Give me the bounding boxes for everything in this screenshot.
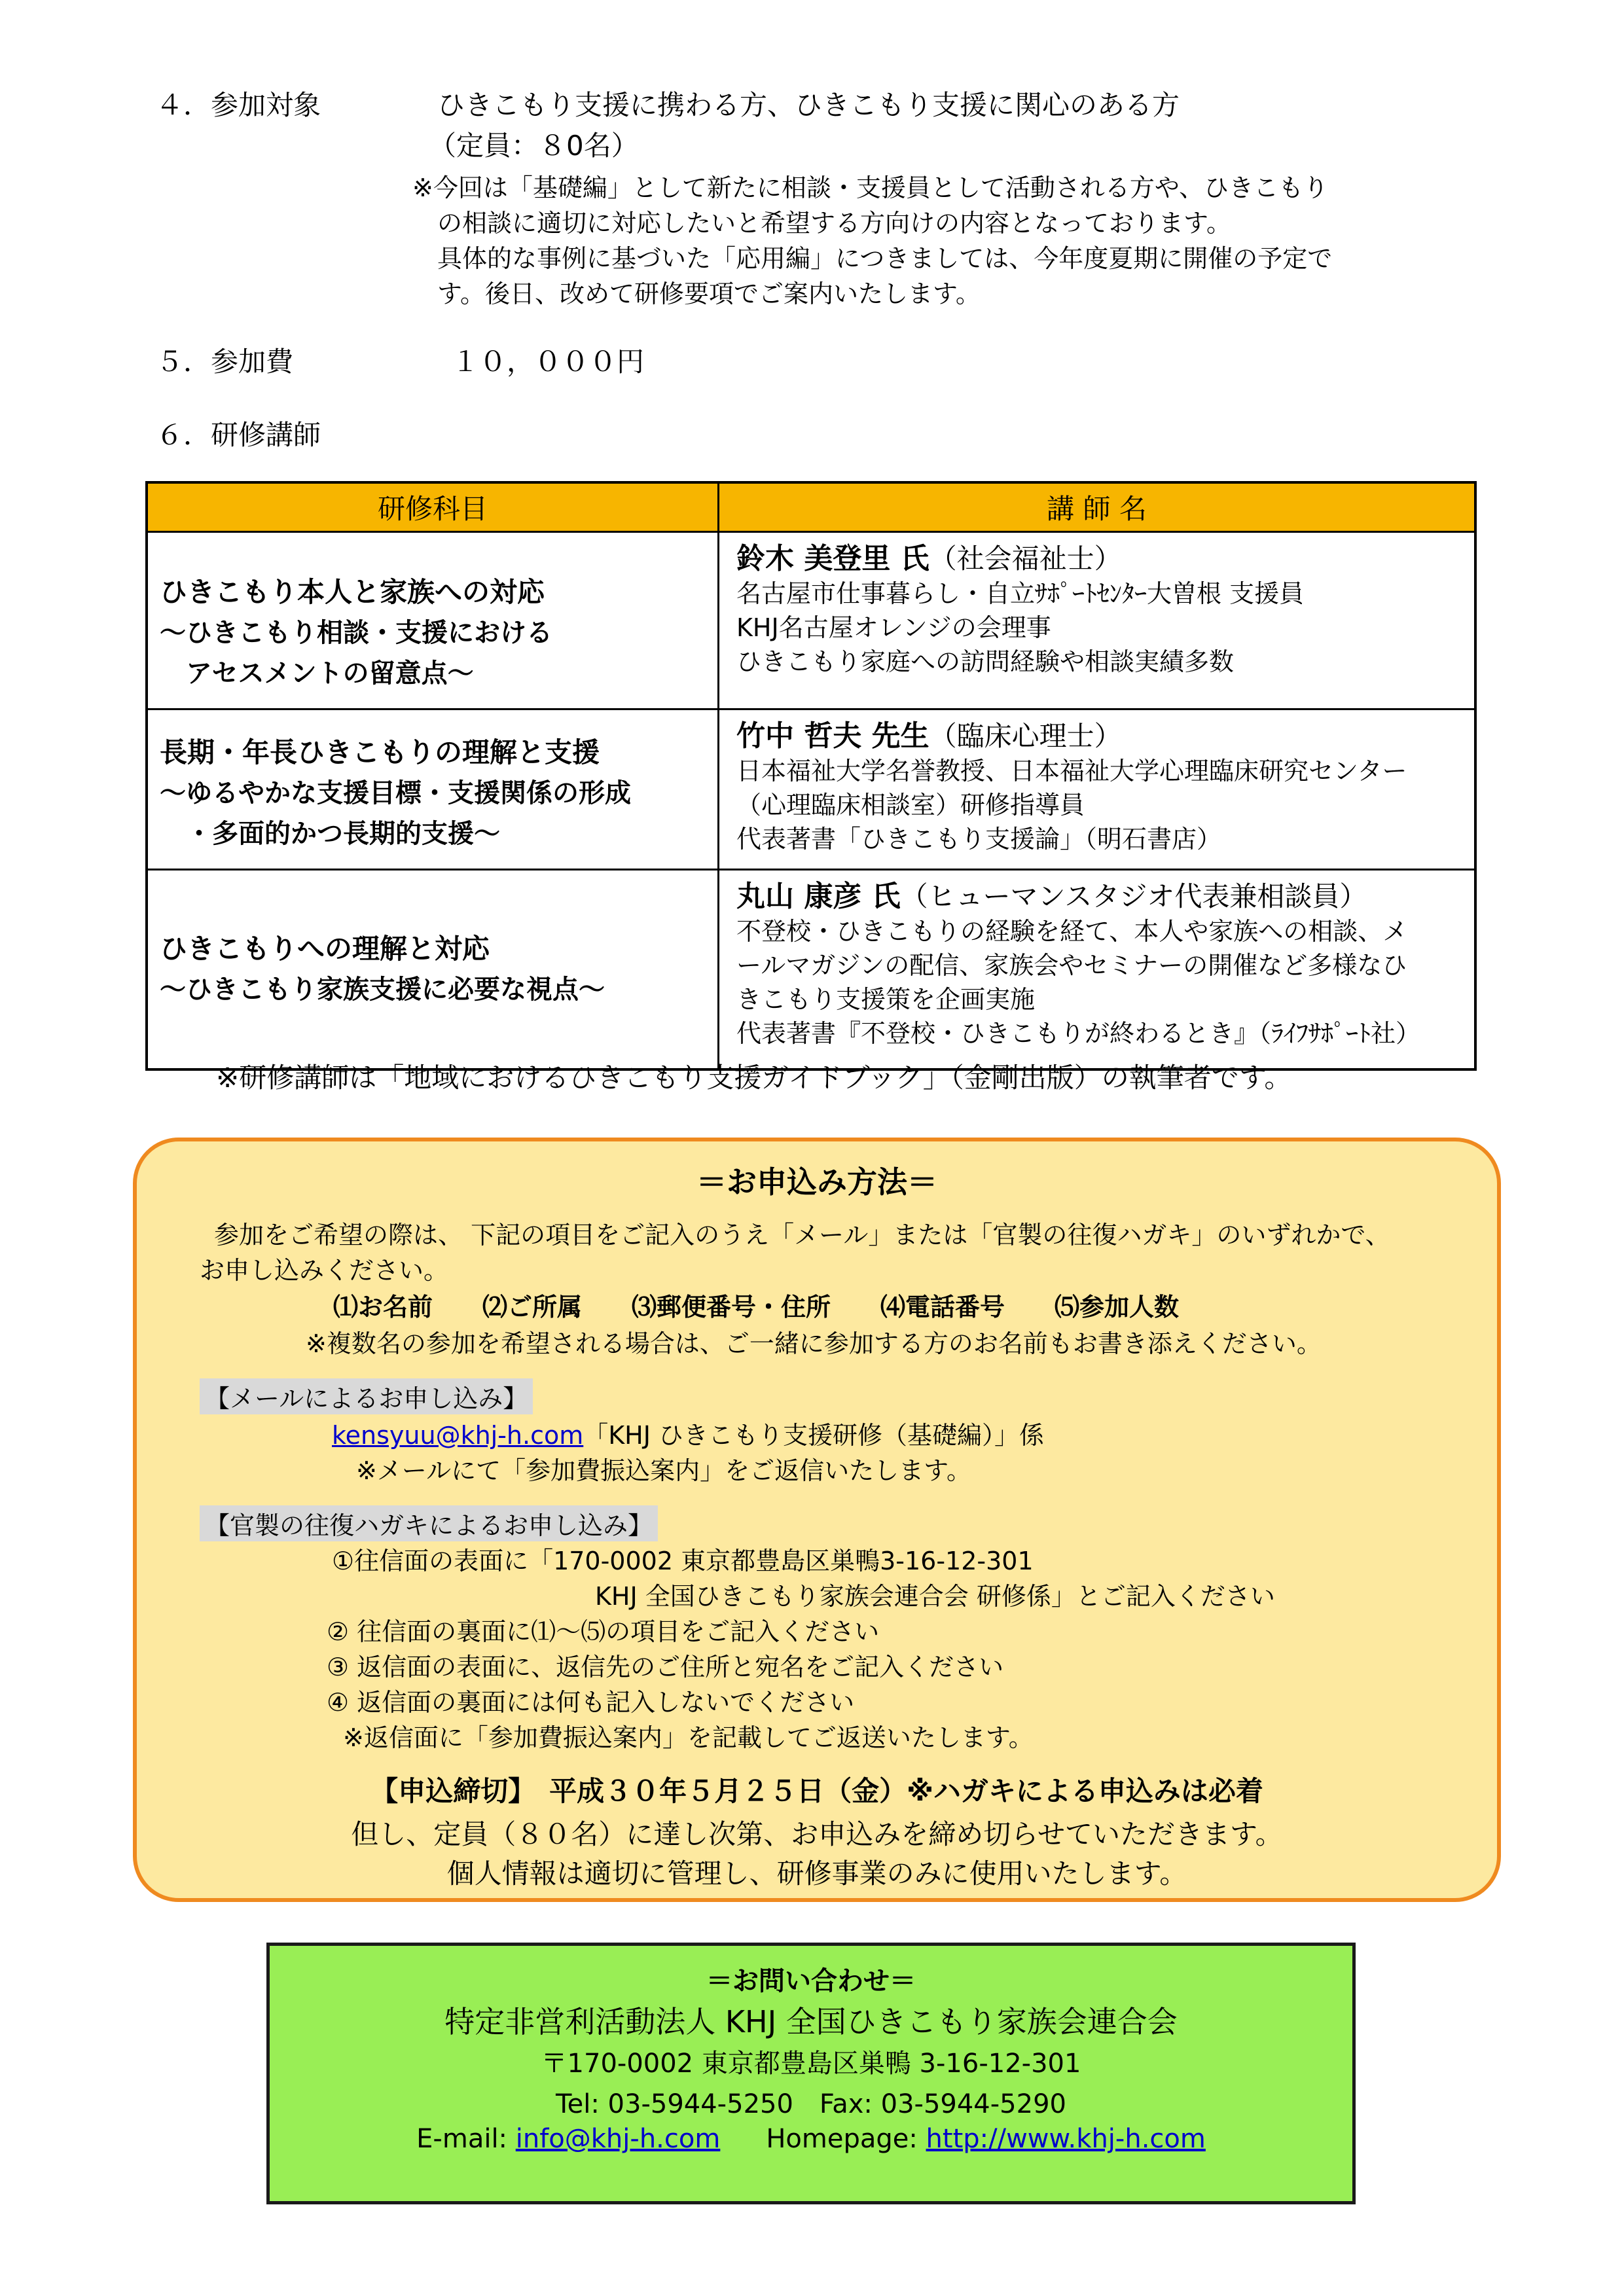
header-subject: 研修科目 — [147, 482, 719, 532]
section4-note-2: の相談に適切に対応したいと希望する方向けの内容となっております。 — [437, 209, 1231, 238]
contact-web — [270, 2124, 1352, 2154]
lecturer-detail: 日本福祉大学名誉教授、日本福祉大学心理臨床研究センター — [736, 757, 1407, 785]
section6-heading: ６．研修講師 — [156, 419, 321, 451]
header-lecturer: 講 師 名 — [719, 482, 1476, 532]
section4-capacity: （定員：８0名） — [429, 130, 639, 162]
application-multi-note: ※複数名の参加を希望される場合は、ご一緒に参加する方のお名前もお書き添えください。 — [306, 1329, 1322, 1358]
postcard-step: ①往信面の表面に「170-0002 東京都豊島区巣鴨3-16-12-301 — [332, 1547, 1034, 1575]
section4-note-1: ※今回は「基礎編」として新たに相談・支援員として活動される方や、ひきこもり — [412, 173, 1329, 202]
contact-title: ＝お問い合わせ＝ — [706, 1966, 916, 1996]
application-items: ⑴お名前 ⑵ご所属 ⑶郵便番号・住所 ⑷電話番号 ⑸参加人数 — [333, 1293, 1180, 1321]
lecturer-title: （社会福祉士） — [929, 543, 1122, 575]
lecturer-detail: KHJ名古屋オレンジの会理事 — [736, 613, 1051, 642]
email-label: E-mail: — [416, 2124, 516, 2154]
contact-org: 特定非営利活動法人 KHJ 全国ひきこもり家族会連合会 — [444, 2004, 1178, 2039]
mail-line — [332, 1415, 1044, 1451]
application-box — [133, 1138, 1501, 1902]
postcard-note: ※返信面に「参加費振込案内」を記載してご返送いたします。 — [343, 1723, 1034, 1752]
subject-cell — [147, 870, 719, 1069]
section5-fee: １０，０００円 — [452, 346, 645, 378]
table-header-row — [147, 482, 1475, 532]
deadline: 【申込締切】 平成３０年５月２５日（金）※ハガキによる申込みは必着 — [370, 1775, 1263, 1807]
mail-subject: 「KHJ ひきこもり支援研修（基礎編）」係 — [583, 1421, 1045, 1450]
lecturer-cell — [719, 870, 1476, 1069]
closing-1: 但し、定員（８０名）に達し次第、お申込みを締め切らせていただきます。 — [351, 1818, 1283, 1850]
instructor-table — [145, 481, 1477, 1071]
postcard-heading: 【官製の往復ハガキによるお申し込み】 — [200, 1505, 658, 1541]
mail-note: ※メールにて「参加費振込案内」をご返信いたします。 — [356, 1456, 972, 1485]
postcard-step: ③ 返信面の表面に、返信先のご住所と宛名をご記入ください — [327, 1653, 1004, 1681]
lecturer-detail: 代表著書『不登校・ひきこもりが終わるとき』（ﾗｲﾌｻﾎﾟｰﾄ社） — [736, 1019, 1421, 1048]
postcard-step: ④ 返信面の裏面には何も記入しないでください — [327, 1688, 855, 1717]
homepage-link[interactable]: http://www.khj-h.com — [926, 2124, 1206, 2154]
subject-title: 長期・年長ひきこもりの理解と支援 — [160, 736, 600, 768]
application-title: ＝お申込み方法＝ — [696, 1164, 937, 1200]
contact-phone: Tel: 03-5944-5250 Fax: 03-5944-5290 — [556, 2089, 1066, 2119]
lecturer-title: （ヒューマンスタジオ代表兼相談員） — [900, 880, 1367, 912]
lecturer-detail: ひきこもり家庭への訪問経験や相談実績多数 — [736, 647, 1235, 676]
lecturer-detail: ールマガジンの配信、家族会やセミナーの開催など多様なひ — [736, 951, 1407, 980]
subject-subtitle: ～ひきこもり相談・支援における — [160, 618, 552, 648]
lecturer-detail: （心理臨床相談室）研修指導員 — [736, 791, 1085, 819]
lecturer-cell — [719, 532, 1476, 709]
contact-address: 〒170-0002 東京都豊島区巣鴨 3-16-12-301 — [541, 2049, 1081, 2079]
section4-target: ひきこもり支援に携わる方、ひきこもり支援に関心のある方 — [437, 89, 1180, 121]
closing-2: 個人情報は適切に管理し、研修事業のみに使用いたします。 — [446, 1857, 1187, 1890]
lecturer-name: 竹中 哲夫 先生 — [736, 719, 929, 753]
lecturer-name: 丸山 康彦 氏 — [736, 880, 901, 913]
homepage-label: Homepage: — [766, 2124, 926, 2154]
application-intro-2: お申し込みください。 — [200, 1256, 449, 1285]
lecturer-detail: 代表著書「ひきこもり支援論」（明石書店） — [736, 825, 1222, 853]
lecturer-name: 鈴木 美登里 氏 — [736, 542, 929, 575]
subject-subtitle: ～ゆるやかな支援目標・支援関係の形成 — [160, 778, 631, 808]
subject-cell — [147, 709, 719, 870]
lecturer-cell — [719, 709, 1476, 870]
table-footnote: ※研修講師は「地域におけるひきこもり支援ガイドブック」（金剛出版）の執筆者です。 — [216, 1062, 1292, 1094]
table-row — [147, 532, 1475, 709]
mail-address-link[interactable]: kensyuu@khj-h.com — [332, 1421, 584, 1450]
email-link[interactable]: info@khj-h.com — [515, 2124, 721, 2154]
section5-heading: ５．参加費 — [156, 346, 294, 378]
table-row — [147, 709, 1475, 870]
section4-note-4: す。後日、改めて研修要項でご案内いたします。 — [437, 279, 981, 308]
lecturer-detail: 名古屋市仕事暮らし・自立ｻﾎﾟｰﾄｾﾝﾀｰ大曽根 支援員 — [736, 579, 1305, 608]
table-row — [147, 870, 1475, 1069]
lecturer-title: （臨床心理士） — [929, 720, 1122, 752]
section4-heading: ４．参加対象 — [156, 89, 321, 121]
lecturer-detail: 不登校・ひきこもりの経験を経て、本人や家族への相談、メ — [736, 917, 1408, 946]
contact-box — [266, 1943, 1356, 2204]
section4-note-3: 具体的な事例に基づいた「応用編」につきましては、今年度夏期に開催の予定で — [437, 244, 1333, 273]
lecturer-detail: きこもり支援策を企画実施 — [736, 985, 1036, 1014]
postcard-step: KHJ 全国ひきこもり家族会連合会 研修係」とご記入ください — [595, 1582, 1275, 1611]
subject-title: ひきこもり本人と家族への対応 — [160, 576, 545, 608]
subject-subtitle: ～ひきこもり家族支援に必要な視点～ — [160, 974, 605, 1005]
subject-subtitle: ・多面的かつ長期的支援～ — [160, 819, 500, 849]
subject-cell — [147, 532, 719, 709]
mail-heading: 【メールによるお申し込み】 — [200, 1378, 533, 1414]
subject-subtitle: アセスメントの留意点～ — [160, 658, 474, 689]
subject-title: ひきこもりへの理解と対応 — [160, 932, 490, 965]
postcard-step: ② 往信面の裏面に⑴～⑸の項目をご記入ください — [327, 1617, 880, 1646]
application-intro-1: 参加をご希望の際は、 下記の項目をご記入のうえ「メール」または「官製の往復ハガキ」のいずれかで、 — [214, 1221, 1390, 1249]
